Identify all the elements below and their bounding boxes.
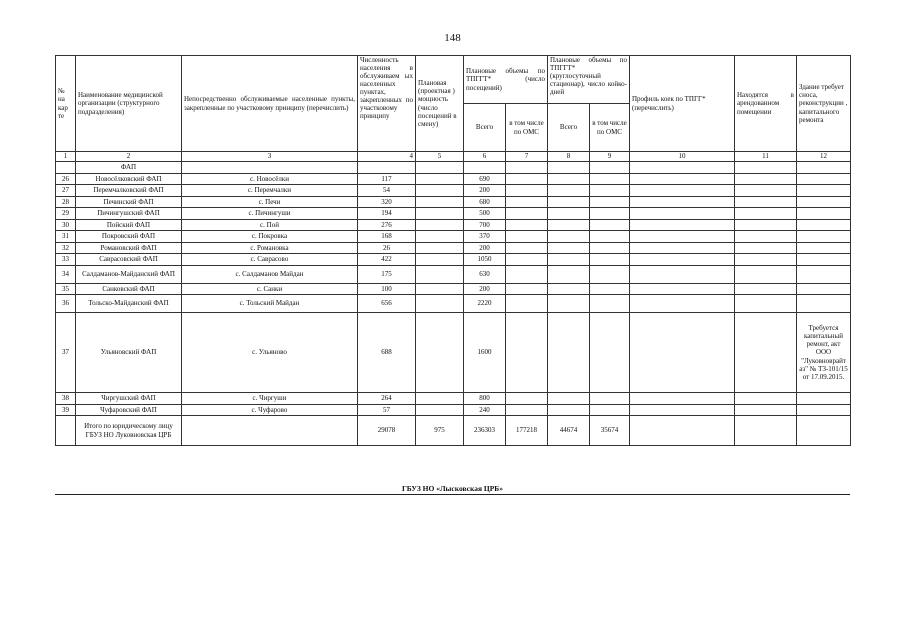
cell-v: 680 — [464, 196, 506, 208]
cell-name: Салдаманов-Майданский ФАП — [76, 265, 182, 283]
cell-pop: 26 — [358, 242, 416, 254]
cell-repair — [797, 219, 851, 231]
cell-prof — [630, 283, 735, 295]
cell-v-oms — [506, 265, 548, 283]
cell-cap — [416, 283, 464, 295]
cell-place: с. Чуфарово — [182, 404, 358, 416]
table-row — [56, 185, 851, 197]
cell-n: 36 — [56, 295, 76, 313]
cell-d-oms — [590, 313, 630, 393]
cell-v: 500 — [464, 208, 506, 220]
cell-d-oms — [590, 185, 630, 197]
cell-v-oms — [506, 242, 548, 254]
cell-place: с. Ульяново — [182, 313, 358, 393]
table-row — [56, 219, 851, 231]
cell-prof — [630, 393, 735, 405]
cell-pop: 57 — [358, 404, 416, 416]
cell-rent — [735, 283, 797, 295]
cell-pop: 117 — [358, 173, 416, 185]
cell-prof — [630, 185, 735, 197]
cell-pop: 688 — [358, 313, 416, 393]
cell-cap — [416, 208, 464, 220]
cell-cap — [416, 393, 464, 405]
cell-n: 29 — [56, 208, 76, 220]
cell-v: 240 — [464, 404, 506, 416]
cell-d — [548, 283, 590, 295]
cell-prof — [630, 219, 735, 231]
cell-cap — [416, 265, 464, 283]
total-pop: 29078 — [358, 416, 416, 446]
cell-name: Саврасовский ФАП — [76, 254, 182, 266]
footer-org-name: ГБУЗ НО «Лысковская ЦРБ» — [401, 484, 504, 493]
page-number: 148 — [444, 32, 461, 44]
cell-d — [548, 254, 590, 266]
cell-v-oms — [506, 185, 548, 197]
cell-repair — [797, 242, 851, 254]
total-visits-oms: 177218 — [506, 416, 548, 446]
cell-d-oms — [590, 196, 630, 208]
cell-d-oms — [590, 242, 630, 254]
cell-repair — [797, 196, 851, 208]
cell-d — [548, 393, 590, 405]
cell-rent — [735, 242, 797, 254]
column-number-row: 1 2 3 4 5 6 7 8 9 10 11 12 — [56, 152, 851, 162]
cell-d — [548, 313, 590, 393]
cell-repair — [797, 283, 851, 295]
cell-d — [548, 173, 590, 185]
cell-repair — [797, 231, 851, 243]
total-label: Итого по юридическому лицу ГБУЗ НО Луковновская ЦРБ — [76, 416, 182, 446]
cell-rent — [735, 295, 797, 313]
cell-n: 32 — [56, 242, 76, 254]
cell-rent — [735, 404, 797, 416]
cell-v-oms — [506, 404, 548, 416]
cell-place: с. Саврасово — [182, 254, 358, 266]
footer-divider — [55, 494, 850, 495]
cell-rent — [735, 208, 797, 220]
cell-place: с. Пой — [182, 219, 358, 231]
cell-n: 38 — [56, 393, 76, 405]
cell-pop: 276 — [358, 219, 416, 231]
table-row — [56, 283, 851, 295]
cell-prof — [630, 231, 735, 243]
cell-prof — [630, 196, 735, 208]
cell-name: Пичингушский ФАП — [76, 208, 182, 220]
cell-cap — [416, 219, 464, 231]
cell-place: с. Романовка — [182, 242, 358, 254]
cell-n: 35 — [56, 283, 76, 295]
cell-rent — [735, 265, 797, 283]
cell-rent — [735, 185, 797, 197]
cell-repair: Требуется капитальный ремонт, акт ООО "Луковноврайт аз" № ТЗ-101/15 от 17.09.2015. — [797, 313, 851, 393]
header-days-total: Всего — [548, 104, 590, 152]
header-col5: Плановая (проектная ) мощность (число посещений в смену) — [416, 56, 464, 152]
cell-pop: 54 — [358, 185, 416, 197]
cell-cap — [416, 254, 464, 266]
cell-name: Новосёлковский ФАП — [76, 173, 182, 185]
section-label: ФАП — [76, 162, 182, 174]
cell-d — [548, 208, 590, 220]
cell-v-oms — [506, 313, 548, 393]
cell-d-oms — [590, 254, 630, 266]
cell-cap — [416, 295, 464, 313]
cell-d-oms — [590, 393, 630, 405]
cell-d — [548, 265, 590, 283]
cell-v-oms — [506, 219, 548, 231]
cell-v-oms — [506, 295, 548, 313]
cell-v-oms — [506, 393, 548, 405]
cell-v: 2220 — [464, 295, 506, 313]
cell-d — [548, 219, 590, 231]
header-col11: Находятся в арендованном помещении — [735, 56, 797, 152]
cell-repair — [797, 265, 851, 283]
cell-n: 30 — [56, 219, 76, 231]
cell-name: Чуфаровский ФАП — [76, 404, 182, 416]
cell-name: Перемчалковский ФАП — [76, 185, 182, 197]
total-days: 44674 — [548, 416, 590, 446]
cell-cap — [416, 404, 464, 416]
cell-rent — [735, 173, 797, 185]
cell-d — [548, 185, 590, 197]
cell-pop: 264 — [358, 393, 416, 405]
cell-d-oms — [590, 295, 630, 313]
cell-place: с. Покровка — [182, 231, 358, 243]
cell-prof — [630, 295, 735, 313]
cell-d-oms — [590, 173, 630, 185]
cell-pop: 656 — [358, 295, 416, 313]
cell-name: Романовский ФАП — [76, 242, 182, 254]
header-visits-oms: в том числе по ОМС — [506, 104, 548, 152]
cell-repair — [797, 393, 851, 405]
cell-d — [548, 295, 590, 313]
total-row — [56, 416, 851, 446]
table-row — [56, 242, 851, 254]
total-days-oms: 35674 — [590, 416, 630, 446]
header-days-oms: в том числе по ОМС — [590, 104, 630, 152]
cell-name: Ульяновский ФАП — [76, 313, 182, 393]
cell-name: Тольско-Майданский ФАП — [76, 295, 182, 313]
cell-name: Печинский ФАП — [76, 196, 182, 208]
cell-v-oms — [506, 254, 548, 266]
total-cap: 975 — [416, 416, 464, 446]
cell-repair — [797, 295, 851, 313]
header-col2: Наименование медицинской организации (структурного подразделения) — [76, 56, 182, 152]
cell-n: 39 — [56, 404, 76, 416]
cell-v-oms — [506, 196, 548, 208]
cell-name: Чиргушский ФАП — [76, 393, 182, 405]
cell-d — [548, 231, 590, 243]
cell-place: с. Новосёлки — [182, 173, 358, 185]
cell-d — [548, 242, 590, 254]
cell-v: 370 — [464, 231, 506, 243]
cell-rent — [735, 313, 797, 393]
header-visits-total: Всего — [464, 104, 506, 152]
header-col10: Профиль коек по ТПГГ* (перечислить) — [630, 56, 735, 152]
cell-repair — [797, 254, 851, 266]
section-row — [56, 162, 851, 174]
cell-prof — [630, 242, 735, 254]
header-col3: Непосредственно обслуживаемые населенные пункты, закрепленные по участковому принципу (перечислить) — [182, 56, 358, 152]
header-col1: № на кар те — [56, 56, 76, 152]
cell-rent — [735, 196, 797, 208]
cell-v-oms — [506, 231, 548, 243]
table-row — [56, 393, 851, 405]
cell-v: 1600 — [464, 313, 506, 393]
table-row — [56, 313, 851, 393]
cell-place: с. Тольский Майдан — [182, 295, 358, 313]
cell-n: 33 — [56, 254, 76, 266]
cell-v: 200 — [464, 283, 506, 295]
cell-d-oms — [590, 283, 630, 295]
cell-d-oms — [590, 231, 630, 243]
cell-n: 26 — [56, 173, 76, 185]
cell-d-oms — [590, 404, 630, 416]
cell-place: с. Санки — [182, 283, 358, 295]
header-visits: Плановые объемы по ТПГГТ* (число посещений) — [464, 56, 548, 104]
cell-n: 34 — [56, 265, 76, 283]
cell-name: Санковский ФАП — [76, 283, 182, 295]
cell-repair — [797, 208, 851, 220]
cell-n: 27 — [56, 185, 76, 197]
cell-v-oms — [506, 208, 548, 220]
cell-rent — [735, 219, 797, 231]
cell-cap — [416, 231, 464, 243]
table-row — [56, 231, 851, 243]
cell-v-oms — [506, 283, 548, 295]
cell-repair — [797, 185, 851, 197]
cell-place: с. Салдаманов Майдан — [182, 265, 358, 283]
header-col12: Здание требует сноса, реконструкции , капитального ремонта — [797, 56, 851, 152]
cell-cap — [416, 313, 464, 393]
cell-place: с. Чиргуши — [182, 393, 358, 405]
cell-v: 200 — [464, 185, 506, 197]
cell-pop: 422 — [358, 254, 416, 266]
cell-repair — [797, 404, 851, 416]
cell-pop: 175 — [358, 265, 416, 283]
header-col4: Численность населения в обслуживаем ых населенных пунктах, закрепленных по участковому принципу — [358, 56, 416, 152]
table-row — [56, 208, 851, 220]
cell-repair — [797, 173, 851, 185]
cell-cap — [416, 185, 464, 197]
facilities-table — [55, 55, 851, 446]
cell-prof — [630, 254, 735, 266]
cell-d — [548, 196, 590, 208]
cell-rent — [735, 254, 797, 266]
cell-rent — [735, 393, 797, 405]
cell-pop: 168 — [358, 231, 416, 243]
cell-place: с. Перемчалки — [182, 185, 358, 197]
cell-d-oms — [590, 208, 630, 220]
cell-cap — [416, 196, 464, 208]
cell-d — [548, 404, 590, 416]
cell-prof — [630, 404, 735, 416]
cell-prof — [630, 173, 735, 185]
cell-n: 37 — [56, 313, 76, 393]
cell-rent — [735, 231, 797, 243]
cell-d-oms — [590, 219, 630, 231]
cell-pop: 320 — [358, 196, 416, 208]
cell-prof — [630, 208, 735, 220]
cell-place: с. Печи — [182, 196, 358, 208]
cell-v: 800 — [464, 393, 506, 405]
cell-pop: 194 — [358, 208, 416, 220]
cell-cap — [416, 242, 464, 254]
cell-prof — [630, 265, 735, 283]
table-row — [56, 295, 851, 313]
cell-prof — [630, 313, 735, 393]
table-row — [56, 196, 851, 208]
total-visits: 236303 — [464, 416, 506, 446]
header-bed-days: Плановые объемы по ТПГГТ* (круглосуточный стационар), число койко-дней — [548, 56, 630, 104]
table-row — [56, 265, 851, 283]
cell-pop: 100 — [358, 283, 416, 295]
cell-name: Покровский ФАП — [76, 231, 182, 243]
cell-n: 31 — [56, 231, 76, 243]
cell-v: 200 — [464, 242, 506, 254]
cell-d-oms — [590, 265, 630, 283]
table-row — [56, 173, 851, 185]
cell-v-oms — [506, 173, 548, 185]
table-row — [56, 254, 851, 266]
cell-place: с. Пичингуши — [182, 208, 358, 220]
cell-v: 690 — [464, 173, 506, 185]
cell-v: 1050 — [464, 254, 506, 266]
cell-name: Пойский ФАП — [76, 219, 182, 231]
cell-n: 28 — [56, 196, 76, 208]
table-row — [56, 404, 851, 416]
cell-v: 700 — [464, 219, 506, 231]
cell-v: 630 — [464, 265, 506, 283]
cell-cap — [416, 173, 464, 185]
